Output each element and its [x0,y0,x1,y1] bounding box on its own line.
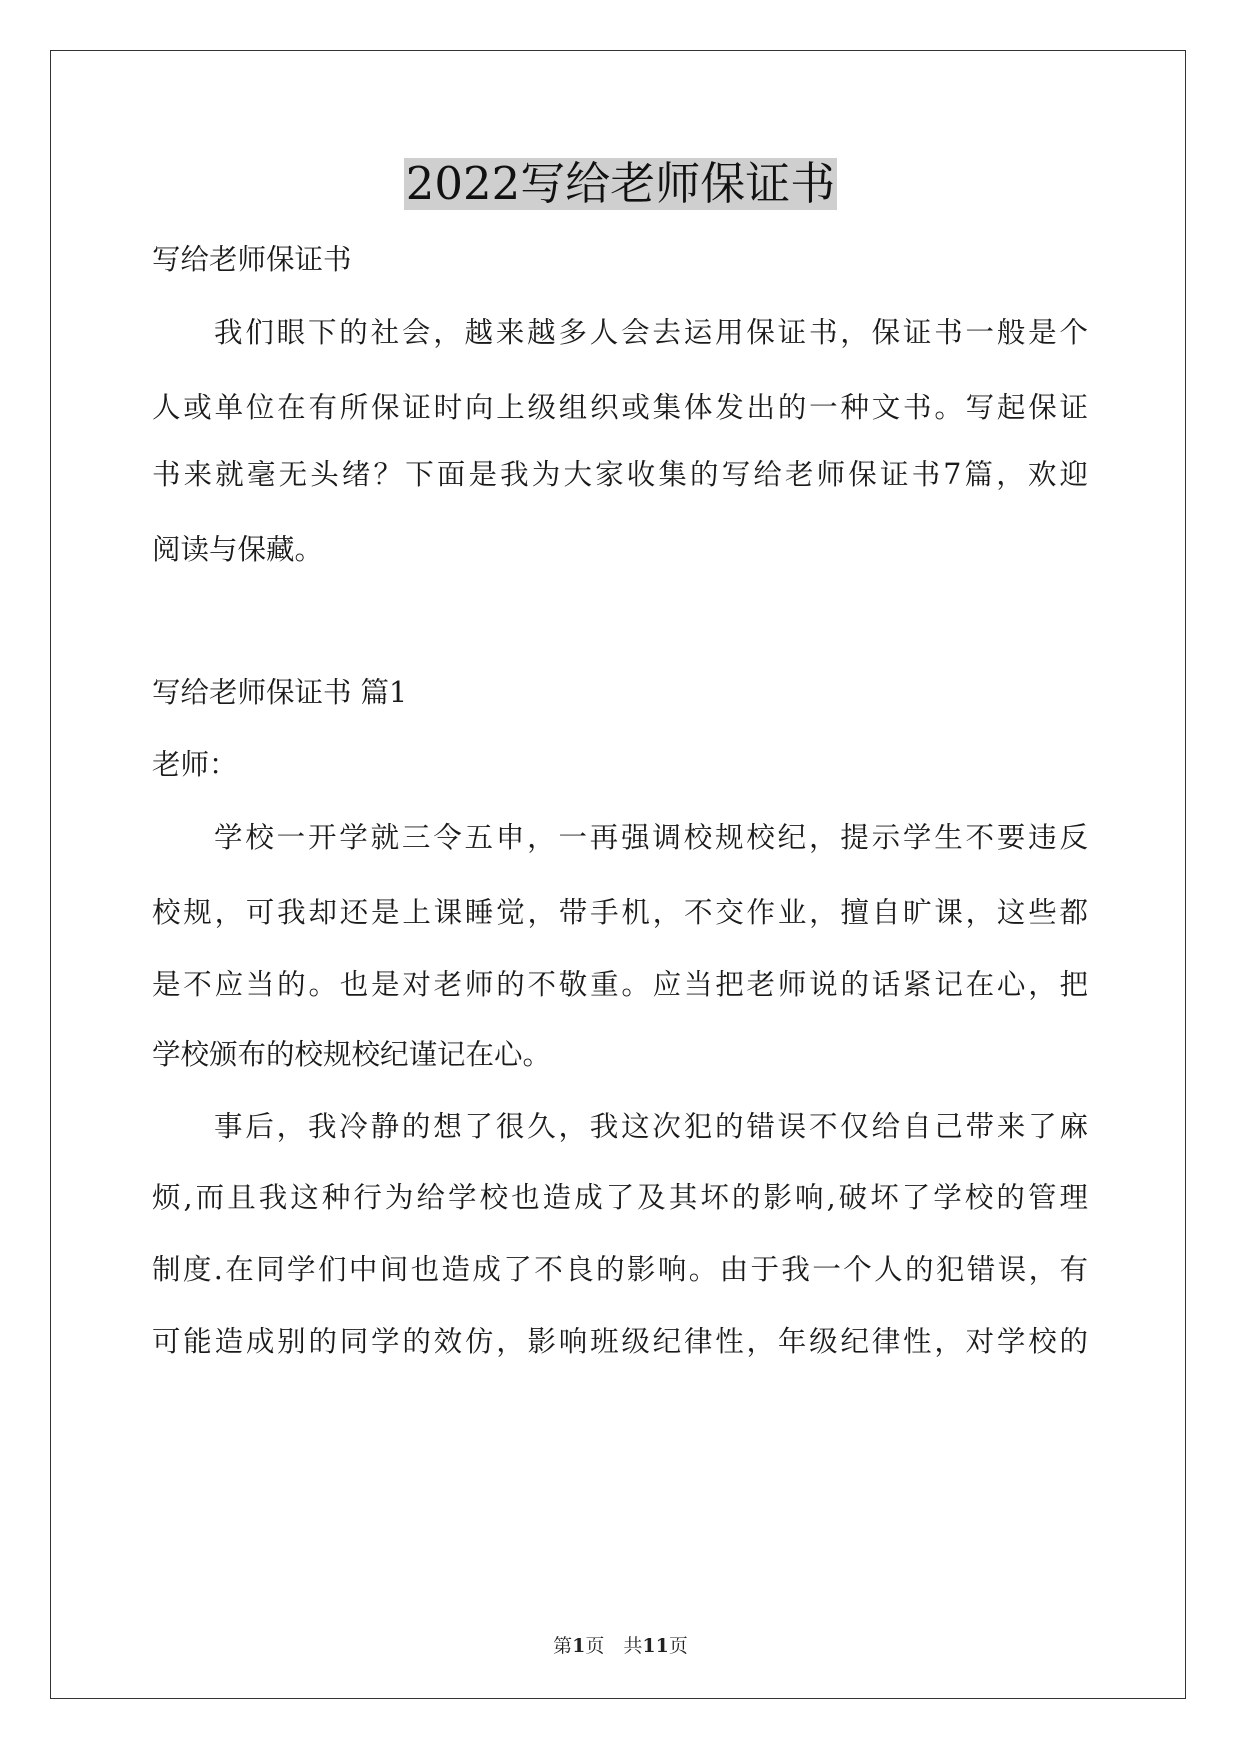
paragraph-line: 可能造成别的同学的效仿，影响班级纪律性，年级纪律性，对学校的 [152,1325,1088,1358]
footer-prefix: 第 [553,1635,573,1657]
title-container [0,158,1241,210]
document-title: 2022写给老师保证书 [405,157,836,210]
page-number: 1 [572,1635,586,1657]
footer-mid: 页 共 [585,1635,643,1657]
intro-line: 我们眼下的社会，越来越多人会去运用保证书，保证书一般是个 [214,316,1088,349]
paragraph-line: 学校一开学就三令五申，一再强调校规校纪，提示学生不要违反 [214,821,1088,854]
intro-line: 人或单位在有所保证时向上级组织或集体发出的一种文书。写起保证 [152,391,1088,424]
paragraph-line: 事后，我冷静的想了很久，我这次犯的错误不仅给自己带来了麻 [214,1110,1088,1143]
intro-line: 阅读与保藏。 [152,533,324,566]
paragraph-line: 学校颁布的校规校纪谨记在心。 [152,1038,552,1071]
paragraph-line: 校规，可我却还是上课睡觉，带手机，不交作业，擅自旷课，这些都 [152,896,1088,929]
paragraph-line: 制度.在同学们中间也造成了不良的影响。由于我一个人的犯错误，有 [152,1253,1088,1286]
page-total: 11 [642,1635,669,1657]
paragraph-line: 是不应当的。也是对老师的不敬重。应当把老师说的话紧记在心，把 [152,968,1088,1001]
page-border [50,50,1186,1699]
footer-suffix: 页 [668,1635,688,1657]
paragraph-line: 烦,而且我这种行为给学校也造成了及其坏的影响,破坏了学校的管理 [152,1181,1088,1214]
page-footer [0,1634,1241,1658]
intro-line: 书来就毫无头绪？下面是我为大家收集的写给老师保证书7篇，欢迎 [152,458,1088,491]
document-subtitle: 写给老师保证书 [152,243,352,276]
salutation: 老师： [152,748,238,781]
section-heading: 写给老师保证书 篇1 [152,676,408,709]
